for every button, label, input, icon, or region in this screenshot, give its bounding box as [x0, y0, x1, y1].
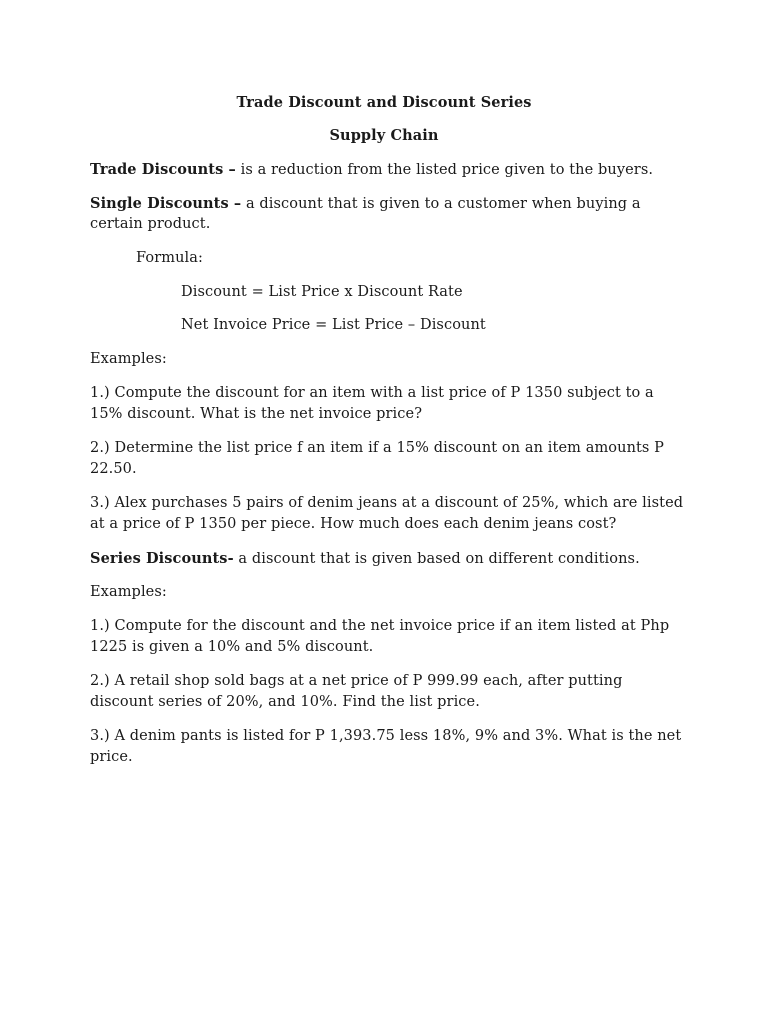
single-discount-text-line2: certain product.	[90, 216, 211, 232]
series-example-2-line2: discount series of 20%, and 10%. Find the list price.	[90, 694, 480, 710]
series-discount-term: Series Discounts-	[90, 550, 234, 567]
series-example-3-line1: 3.) A denim pants is listed for P 1,393.75 less 18%, 9% and 3%. What is the net	[90, 728, 682, 744]
series-example-1-line1: 1.) Compute for the discount and the net invoice price if an item listed at Php	[90, 618, 670, 634]
formula-label: Formula:	[136, 250, 203, 266]
trade-discount-term: Trade Discounts –	[90, 161, 236, 178]
series-discount-definition	[90, 548, 640, 570]
series-discount-text: a discount that is given based on different conditions.	[233, 551, 640, 567]
examples-label-single: Examples:	[90, 351, 167, 367]
trade-discount-text: is a reduction from the listed price given to the buyers.	[235, 162, 654, 178]
document-subtitle: Supply Chain	[329, 127, 439, 144]
examples-label-series: Examples:	[90, 584, 167, 600]
series-example-3-line2: price.	[90, 749, 133, 765]
series-example-1-line2: 1225 is given a 10% and 5% discount.	[90, 639, 374, 655]
single-discount-term: Single Discounts –	[90, 195, 242, 212]
single-example-3-line2: at a price of P 1350 per piece. How much does each denim jeans cost?	[90, 516, 617, 532]
single-example-2-line1: 2.) Determine the list price f an item if a 15% discount on an item amounts P	[90, 440, 665, 456]
formula-discount: Discount = List Price x Discount Rate	[181, 284, 463, 300]
single-discount-text-line1: a discount that is given to a customer when buying a	[241, 196, 641, 212]
series-example-2-line1: 2.) A retail shop sold bags at a net price of P 999.99 each, after putting	[90, 673, 623, 689]
single-example-1-line1: 1.) Compute the discount for an item with a list price of P 1350 subject to a	[90, 385, 654, 401]
formula-net-invoice: Net Invoice Price = List Price – Discount	[181, 317, 486, 333]
document-title: Trade Discount and Discount Series	[236, 94, 532, 111]
single-example-2-line2: 22.50.	[90, 461, 137, 477]
single-discount-definition	[90, 193, 641, 215]
single-example-1-line2: 15% discount. What is the net invoice price?	[90, 406, 423, 422]
trade-discount-definition	[90, 159, 653, 181]
single-example-3-line1: 3.) Alex purchases 5 pairs of denim jeans at a discount of 25%, which are listed	[90, 495, 684, 511]
